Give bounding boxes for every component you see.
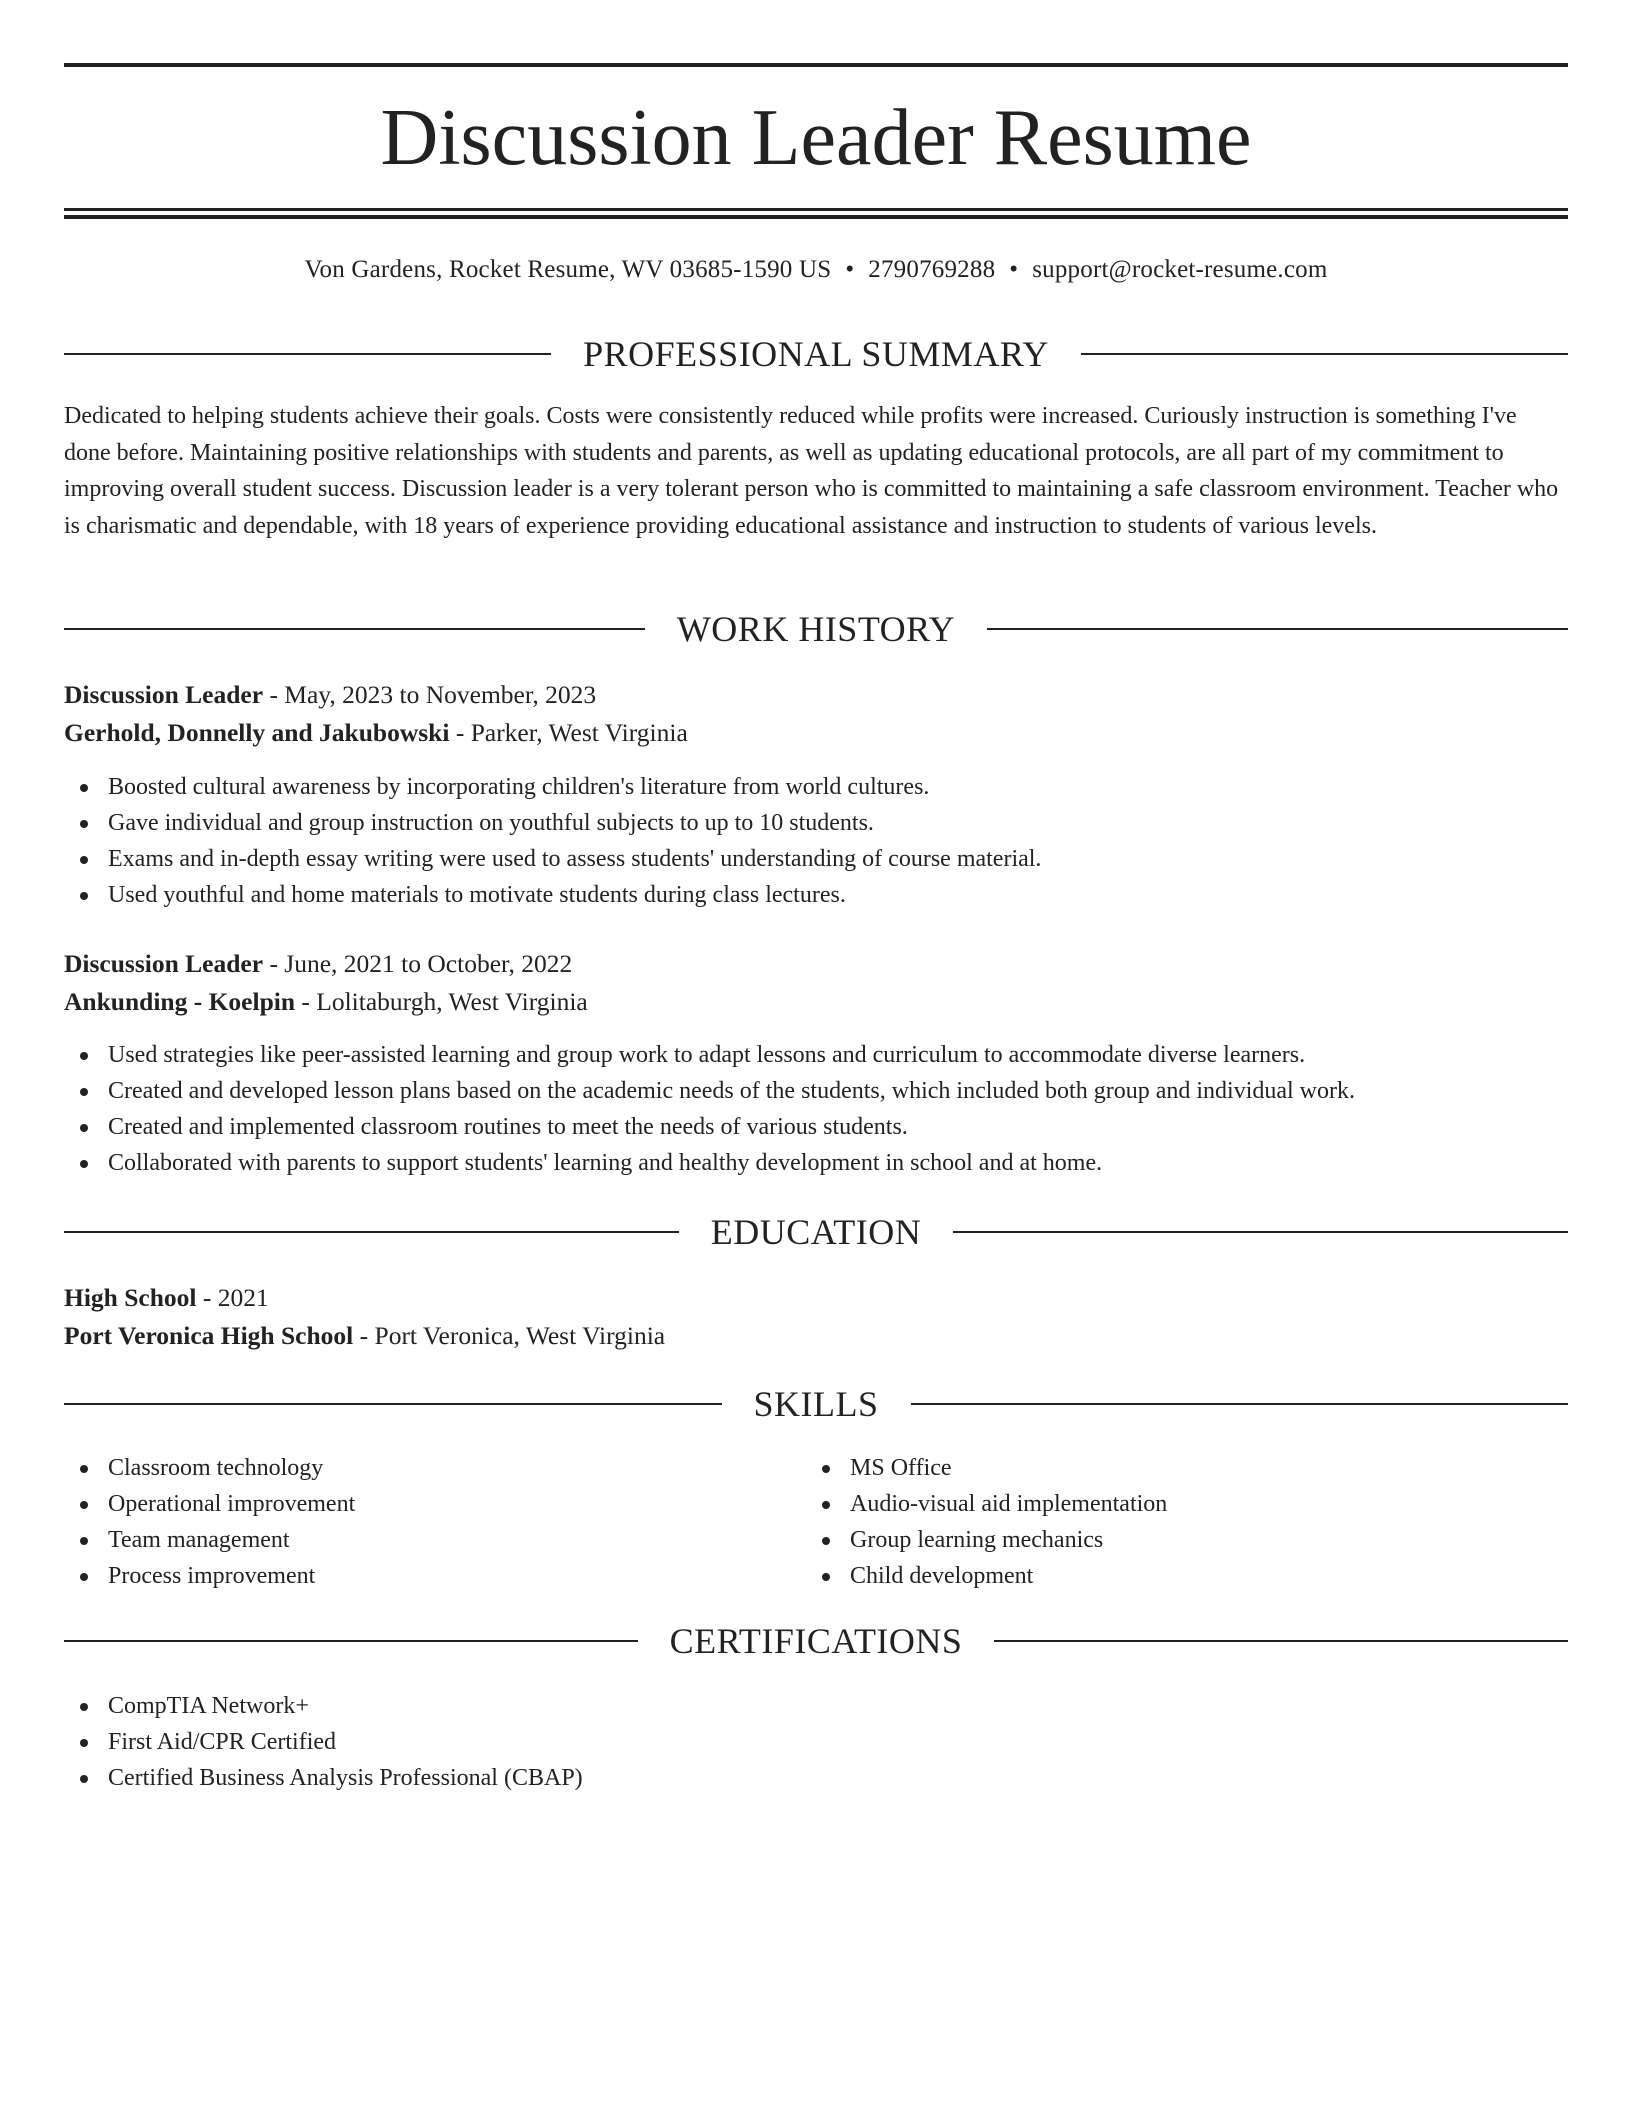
list-item bbox=[64, 1558, 806, 1594]
education-year: - 2021 bbox=[196, 1283, 269, 1312]
section-heading-skills bbox=[64, 1382, 1568, 1426]
job-title-line bbox=[64, 677, 1568, 713]
resume-title: Discussion Leader Resume bbox=[380, 94, 1252, 182]
job-company-line bbox=[64, 984, 1568, 1020]
bullet-dot bbox=[822, 1501, 830, 1509]
section-heading-work bbox=[64, 607, 1568, 651]
bullet-dot bbox=[80, 856, 88, 864]
bullet-text: Boosted cultural awareness by incorporating children's literature from world cultures. bbox=[108, 774, 930, 800]
bullet-dot bbox=[80, 784, 88, 792]
skills-grid bbox=[64, 1450, 1568, 1594]
bullet-dot bbox=[822, 1465, 830, 1473]
bullet-dot bbox=[80, 1739, 88, 1747]
bullet-dot bbox=[80, 1160, 88, 1168]
title-rule-upper bbox=[64, 208, 1568, 211]
skill-text: Child development bbox=[850, 1563, 1034, 1589]
bullet-dot bbox=[80, 1501, 88, 1509]
list-item bbox=[64, 1450, 806, 1486]
contact-separator: • bbox=[845, 256, 855, 283]
job-dates: - June, 2021 to October, 2022 bbox=[263, 949, 573, 978]
skill-text: MS Office bbox=[850, 1455, 952, 1481]
section-title: EDUCATION bbox=[710, 1212, 922, 1252]
job-company: Ankunding - Koelpin bbox=[64, 987, 296, 1016]
bullet-dot bbox=[80, 1573, 88, 1581]
heading-rule bbox=[64, 628, 645, 630]
bullet-text: Collaborated with parents to support students' learning and healthy development in school and at home. bbox=[108, 1150, 1103, 1176]
list-item bbox=[64, 1760, 1568, 1796]
skill-text: Process improvement bbox=[108, 1563, 316, 1589]
education-degree-line bbox=[64, 1280, 1568, 1316]
heading-rule bbox=[64, 353, 551, 355]
skill-text: Operational improvement bbox=[108, 1491, 356, 1517]
bullet-dot bbox=[80, 1465, 88, 1473]
skills-column-right bbox=[806, 1450, 1548, 1594]
section-heading-summary bbox=[64, 332, 1568, 376]
bullet-dot bbox=[80, 1088, 88, 1096]
list-item bbox=[64, 877, 1568, 913]
heading-rule bbox=[911, 1403, 1569, 1405]
list-item bbox=[64, 1109, 1568, 1145]
list-item bbox=[806, 1558, 1548, 1594]
job-location: - Parker, West Virginia bbox=[449, 718, 688, 747]
heading-rule bbox=[987, 628, 1568, 630]
certifications-list bbox=[64, 1688, 1568, 1796]
skill-text: Group learning mechanics bbox=[850, 1527, 1104, 1553]
heading-rule bbox=[1081, 353, 1568, 355]
job-title: Discussion Leader bbox=[64, 949, 264, 978]
job-title-line bbox=[64, 946, 1568, 982]
list-item bbox=[64, 1724, 1568, 1760]
list-item bbox=[64, 1486, 806, 1522]
heading-rule bbox=[64, 1403, 722, 1405]
bullet-dot bbox=[822, 1573, 830, 1581]
section-heading-education bbox=[64, 1210, 1568, 1254]
list-item bbox=[806, 1486, 1548, 1522]
skill-text: Classroom technology bbox=[108, 1455, 324, 1481]
bullet-dot bbox=[80, 820, 88, 828]
contact-line bbox=[64, 252, 1568, 288]
section-heading-certifications bbox=[64, 1619, 1568, 1663]
education-school-line bbox=[64, 1318, 1568, 1354]
skill-text: Audio-visual aid implementation bbox=[850, 1491, 1168, 1517]
list-item bbox=[64, 841, 1568, 877]
bullet-dot bbox=[80, 1775, 88, 1783]
list-item bbox=[64, 1037, 1568, 1073]
list-item bbox=[806, 1450, 1548, 1486]
bullet-dot bbox=[80, 1537, 88, 1545]
job-company-line bbox=[64, 715, 1568, 751]
bullet-text: Created and developed lesson plans based on the academic needs of the students, which included both group and individual work. bbox=[108, 1078, 1356, 1104]
summary-text: Dedicated to helping students achieve their goals. Costs were consistently reduced while profits were increased. Curiously instruction is something I've done before. Maintaining positive relationships with students and parents, as well as updating educational protocols, are all part of my commitment to improving overall student success. Discussion leader is a very tolerant person who is committed to maintaining a safe classroom environment. Teacher who is charismatic and dependable, with 18 years of experience providing educational assistance and instruction to students of various levels. bbox=[64, 403, 1559, 539]
list-item bbox=[64, 1522, 806, 1558]
section-title: PROFESSIONAL SUMMARY bbox=[583, 334, 1049, 374]
bullet-text: Gave individual and group instruction on youthful subjects to up to 10 students. bbox=[108, 810, 874, 836]
title-rule-lower bbox=[64, 215, 1568, 219]
job-company: Gerhold, Donnelly and Jakubowski bbox=[64, 718, 450, 747]
bullet-text: Used youthful and home materials to motivate students during class lectures. bbox=[108, 882, 846, 908]
education-degree: High School bbox=[64, 1283, 197, 1312]
skills-column-left bbox=[64, 1450, 806, 1594]
section-title: WORK HISTORY bbox=[676, 609, 956, 649]
job-dates: - May, 2023 to November, 2023 bbox=[263, 680, 597, 709]
certification-text: Certified Business Analysis Professional (CBAP) bbox=[108, 1765, 583, 1791]
top-rule bbox=[64, 63, 1568, 67]
bullet-text: Created and implemented classroom routines to meet the needs of various students. bbox=[108, 1114, 908, 1140]
job-title: Discussion Leader bbox=[64, 680, 264, 709]
heading-rule bbox=[64, 1640, 638, 1642]
list-item bbox=[64, 805, 1568, 841]
education-location: - Port Veronica, West Virginia bbox=[353, 1321, 666, 1350]
list-item bbox=[64, 1688, 1568, 1724]
job-bullets bbox=[64, 1037, 1568, 1181]
heading-rule bbox=[953, 1231, 1568, 1233]
skill-text: Team management bbox=[108, 1527, 290, 1553]
bullet-dot bbox=[80, 1703, 88, 1711]
bullet-dot bbox=[822, 1537, 830, 1545]
section-title: SKILLS bbox=[753, 1384, 879, 1424]
list-item bbox=[64, 769, 1568, 805]
bullet-text: Used strategies like peer-assisted learning and group work to adapt lessons and curriculum to accommodate diverse learners. bbox=[108, 1042, 1306, 1068]
bullet-dot bbox=[80, 1052, 88, 1060]
heading-rule bbox=[994, 1640, 1568, 1642]
list-item bbox=[64, 1145, 1568, 1181]
bullet-dot bbox=[80, 892, 88, 900]
certification-text: First Aid/CPR Certified bbox=[108, 1729, 337, 1755]
list-item bbox=[64, 1073, 1568, 1109]
certification-text: CompTIA Network+ bbox=[108, 1693, 309, 1719]
job-location: - Lolitaburgh, West Virginia bbox=[295, 987, 588, 1016]
contact-address: Von Gardens, Rocket Resume, WV 03685-1590 US bbox=[304, 256, 832, 283]
section-title: CERTIFICATIONS bbox=[669, 1621, 963, 1661]
list-item bbox=[806, 1522, 1548, 1558]
contact-separator: • bbox=[1009, 256, 1019, 283]
heading-rule bbox=[64, 1231, 679, 1233]
job-bullets bbox=[64, 769, 1568, 913]
bullet-dot bbox=[80, 1124, 88, 1132]
bullet-text: Exams and in-depth essay writing were used to assess students' understanding of course material. bbox=[108, 846, 1042, 872]
education-school: Port Veronica High School bbox=[64, 1321, 354, 1350]
contact-phone: 2790769288 bbox=[868, 256, 996, 283]
contact-email: support@rocket-resume.com bbox=[1032, 256, 1328, 283]
